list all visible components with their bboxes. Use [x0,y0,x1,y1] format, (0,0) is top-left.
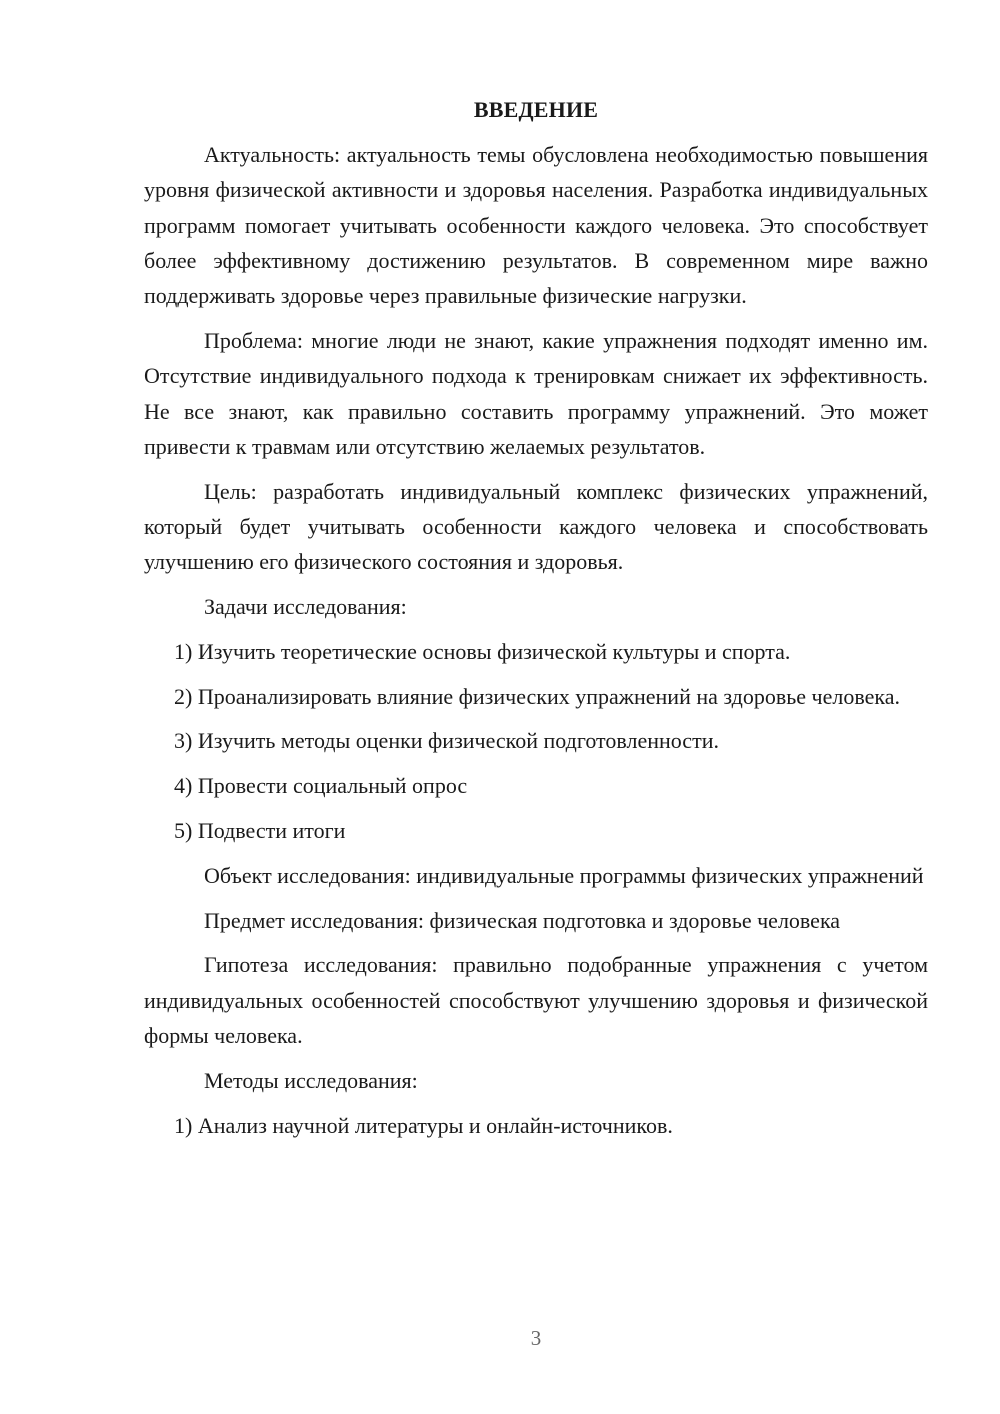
task-item-1: 1) Изучить теоретические основы физической культуры и спорта. [174,638,791,664]
task-item-5: 5) Подвести итоги [174,818,346,844]
paragraph-goal: Цель: разработать индивидуальный комплекс физических упражнений, который будет учитывать особенности каждого человека и способствовать улучшению его физического состояния и здоровья. [144,478,928,575]
paragraph-subject: Предмет исследования: физическая подготовка и здоровье человека [204,907,841,933]
document-title: ВВЕДЕНИЕ [473,97,599,122]
task-item-2: 2) Проанализировать влияние физических упражнений на здоровье человека. [174,683,900,709]
task-item-4: 4) Провести социальный опрос [174,773,468,799]
method-item-1: 1) Анализ научной литературы и онлайн-источников. [174,1112,673,1138]
paragraph-problem: Проблема: многие люди не знают, какие упражнения подходят именно им. Отсутствие индивидуального подхода к тренировкам снижает их эффективность. Не все знают, как правильно составить программу упражнений. Это может привести к травмам или отсутствию желаемых результатов. [144,327,928,459]
page-number: 3 [530,1326,542,1350]
paragraph-tasks-heading: Задачи исследования: [204,594,407,620]
task-item-3: 3) Изучить методы оценки физической подготовленности. [174,728,719,754]
paragraph-object: Объект исследования: индивидуальные программы физических упражнений [204,862,924,888]
document-page [144,92,928,1152]
paragraph-methods-heading: Методы исследования: [204,1067,418,1093]
paragraph-hypothesis: Гипотеза исследования: правильно подобранные упражнения с учетом индивидуальных особенностей способствуют улучшению здоровья и физической формы человека. [144,952,928,1049]
paragraph-relevance: Актуальность: актуальность темы обусловлена необходимостью повышения уровня физической активности и здоровья населения. Разработка индивидуальных программ помогает учитывать особенности каждого человека. Это способствует более эффективному достижению результатов. В современном мире важно поддерживать здоровье через правильные физические нагрузки. [144,142,928,309]
